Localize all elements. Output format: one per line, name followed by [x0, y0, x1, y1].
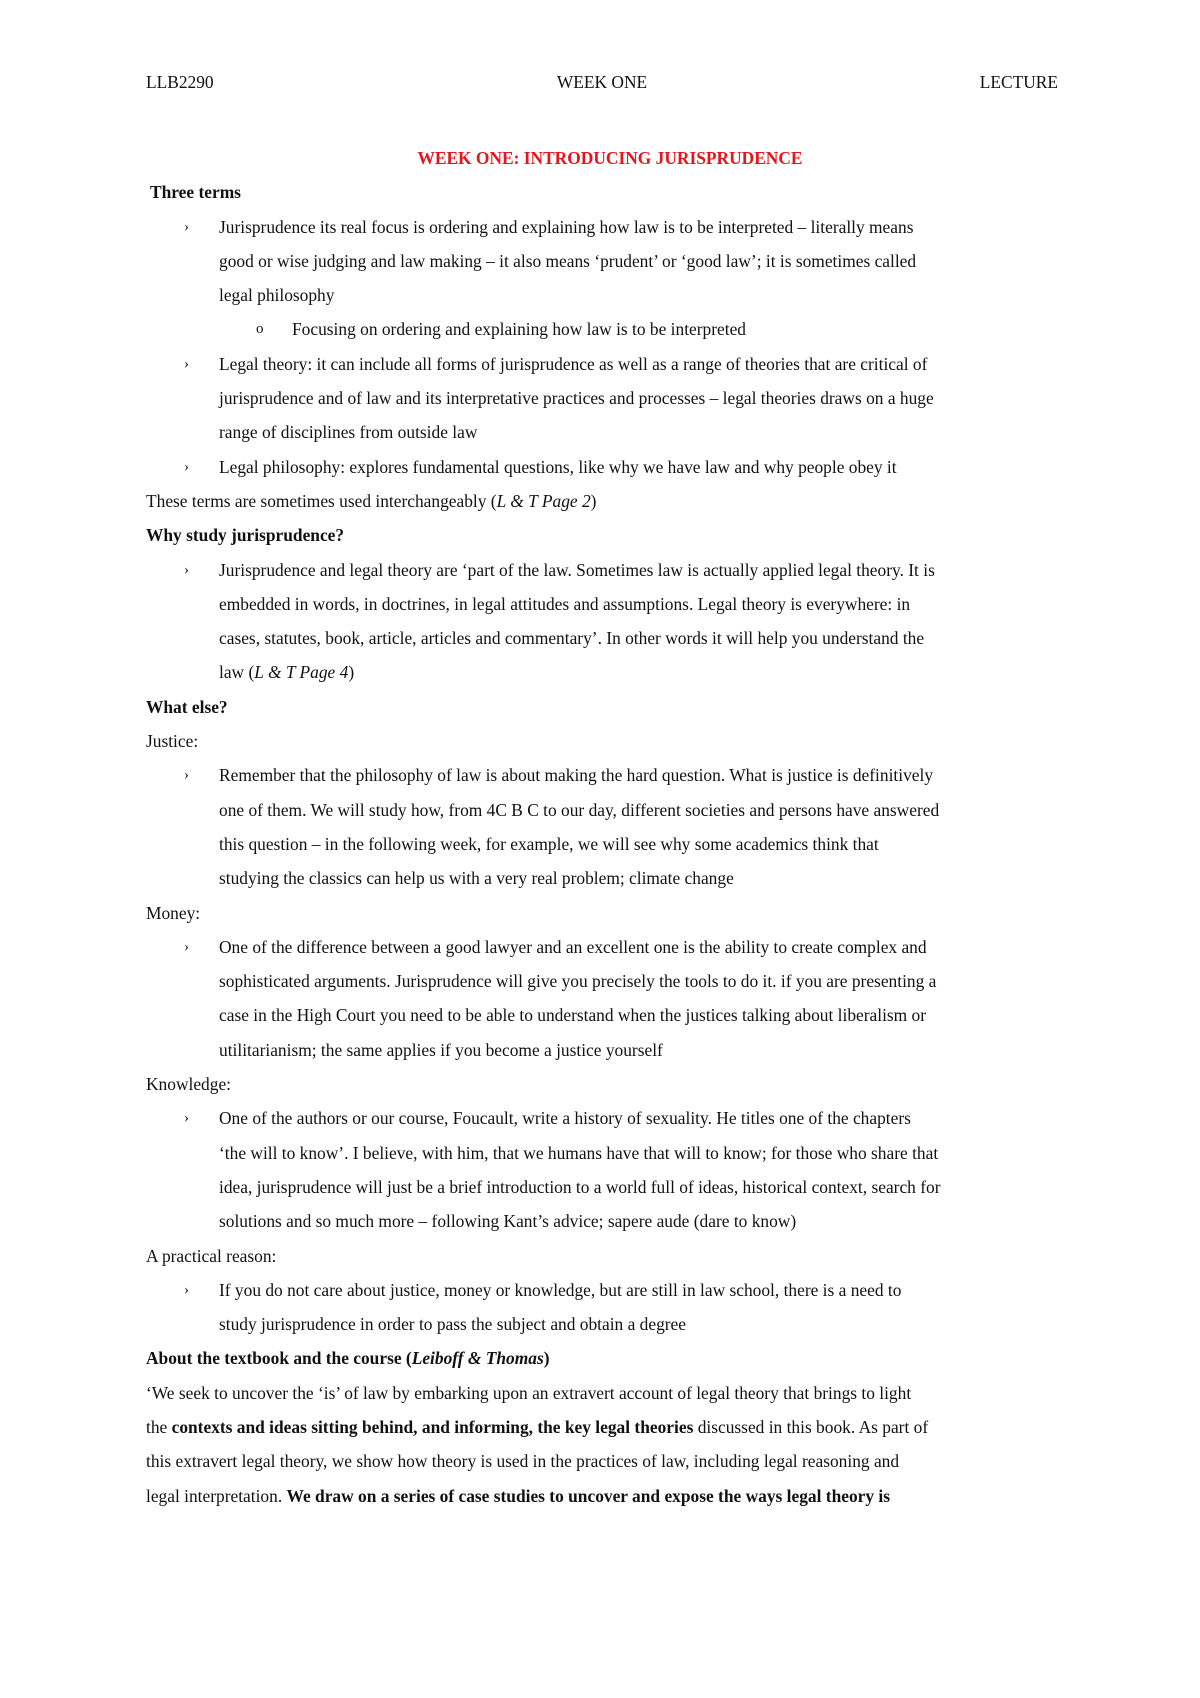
page-header	[146, 72, 1058, 96]
text: law (	[219, 662, 255, 683]
note-close: )	[590, 490, 597, 511]
heading-close: )	[543, 1348, 550, 1369]
text: discussed in this book. As part of	[693, 1416, 929, 1437]
bullet-continuation: utilitarianism; the same applies if you become a justice yourself	[219, 1039, 663, 1060]
bullet-justice	[146, 758, 1066, 792]
bullet-part-of-law	[146, 553, 1066, 587]
bold-text: contexts and ideas sitting behind, and informing, the key legal theories	[171, 1416, 694, 1437]
bullet-text: Jurisprudence its real focus is ordering and explaining how law is to be interpreted – literally means	[219, 216, 914, 237]
bullet-continuation: ‘the will to know’. I believe, with him, that we humans have that will to know; for those who share that	[219, 1142, 939, 1163]
bullet-arrow-icon: ›	[184, 561, 189, 578]
bullet-continuation	[146, 655, 1066, 689]
heading-why-study: Why study jurisprudence?	[146, 525, 345, 546]
sub-bullet-focusing	[146, 312, 1066, 346]
heading-about-textbook	[146, 1341, 1066, 1375]
label-money: Money:	[146, 902, 201, 923]
bullet-continuation: cases, statutes, book, article, articles and commentary’. In other words it will help you understand the	[219, 628, 925, 649]
bullet-continuation: solutions and so much more – following Kant’s advice; sapere aude (dare to know)	[219, 1211, 797, 1232]
bullet-text: Remember that the philosophy of law is about making the hard question. What is justice is definitively	[219, 765, 934, 786]
terms-note	[146, 484, 1066, 518]
bullet-continuation: legal philosophy	[219, 285, 335, 306]
header-week: WEEK ONE	[556, 72, 648, 92]
about-line: this extravert legal theory, we show how theory is used in the practices of law, including legal reasoning and	[146, 1451, 900, 1472]
bullet-arrow-icon: ›	[184, 1110, 189, 1127]
bullet-continuation: studying the classics can help us with a very real problem; climate change	[219, 868, 734, 889]
reference: L & T Page 4	[254, 662, 349, 683]
document-body	[146, 141, 1066, 1513]
bullet-text: Legal theory: it can include all forms of jurisprudence as well as a range of theories that are critical of	[219, 353, 928, 374]
about-line	[146, 1410, 1066, 1444]
bullet-arrow-icon: ›	[184, 938, 189, 955]
bullet-legal-philosophy	[146, 450, 1066, 484]
text-close: )	[348, 662, 355, 683]
label-practical-reason: A practical reason:	[146, 1245, 277, 1266]
sub-bullet-circle-icon: o	[256, 321, 264, 338]
document-title: WEEK ONE: INTRODUCING JURISPRUDENCE	[417, 148, 803, 168]
heading-authors: Leiboff & Thomas	[411, 1348, 544, 1369]
about-line: ‘We seek to uncover the ‘is’ of law by embarking upon an extravert account of legal theory that brings to light	[146, 1382, 912, 1403]
bullet-text: Jurisprudence and legal theory are ‘part of the law. Sometimes law is actually applied legal theory. It is	[219, 559, 935, 580]
bullet-jurisprudence	[146, 210, 1066, 244]
bullet-text: Legal philosophy: explores fundamental questions, like why we have law and why people obey it	[219, 456, 897, 477]
bullet-continuation: this question – in the following week, for example, we will see why some academics think that	[219, 833, 879, 854]
bullet-text: One of the difference between a good lawyer and an excellent one is the ability to create complex and	[219, 936, 927, 957]
bold-text: We draw on a series of case studies to uncover and expose the ways legal theory is	[286, 1485, 891, 1506]
bullet-text: If you do not care about justice, money or knowledge, but are still in law school, there is a need to	[219, 1279, 902, 1300]
bullet-arrow-icon: ›	[184, 355, 189, 372]
text: legal interpretation.	[146, 1485, 287, 1506]
about-line	[146, 1479, 1066, 1513]
note-reference: L & T Page 2	[496, 490, 591, 511]
heading-three-terms: Three terms	[150, 182, 241, 203]
bullet-arrow-icon: ›	[184, 458, 189, 475]
note-text: These terms are sometimes used interchangeably (	[146, 490, 497, 511]
label-justice: Justice:	[146, 731, 199, 752]
sub-bullet-text: Focusing on ordering and explaining how law is to be interpreted	[292, 319, 746, 340]
bullet-arrow-icon: ›	[184, 767, 189, 784]
heading-what-else: What else?	[146, 696, 228, 717]
bullet-continuation: one of them. We will study how, from 4C B C to our day, different societies and persons have answered	[219, 799, 940, 820]
bullet-continuation: study jurisprudence in order to pass the subject and obtain a degree	[219, 1314, 686, 1335]
bullet-legal-theory	[146, 347, 1066, 381]
text: the	[146, 1416, 172, 1437]
bullet-continuation: range of disciplines from outside law	[219, 422, 478, 443]
bullet-arrow-icon: ›	[184, 1281, 189, 1298]
bullet-continuation: case in the High Court you need to be able to understand when the justices talking about liberalism or	[219, 1005, 927, 1026]
bullet-text: One of the authors or our course, Foucault, write a history of sexuality. He titles one of the chapters	[219, 1108, 911, 1129]
bullet-knowledge	[146, 1101, 1066, 1135]
bullet-money	[146, 930, 1066, 964]
bullet-continuation: embedded in words, in doctrines, in legal attitudes and assumptions. Legal theory is everywhere: in	[219, 593, 911, 614]
header-course-code: LLB2290	[146, 72, 214, 92]
bullet-continuation: good or wise judging and law making – it also means ‘prudent’ or ‘good law’; it is sometimes called	[219, 250, 917, 271]
bullet-continuation: idea, jurisprudence will just be a brief introduction to a world full of ideas, historical context, search for	[219, 1176, 941, 1197]
bullet-arrow-icon: ›	[184, 218, 189, 235]
bullet-continuation: jurisprudence and of law and its interpretative practices and processes – legal theories draws on a huge	[219, 388, 934, 409]
bullet-continuation: sophisticated arguments. Jurisprudence will give you precisely the tools to do it. if you are presenting a	[219, 971, 937, 992]
heading-text: About the textbook and the course (	[146, 1348, 412, 1369]
label-knowledge: Knowledge:	[146, 1074, 232, 1095]
bullet-practical	[146, 1273, 1066, 1307]
header-type: LECTURE	[979, 72, 1058, 92]
